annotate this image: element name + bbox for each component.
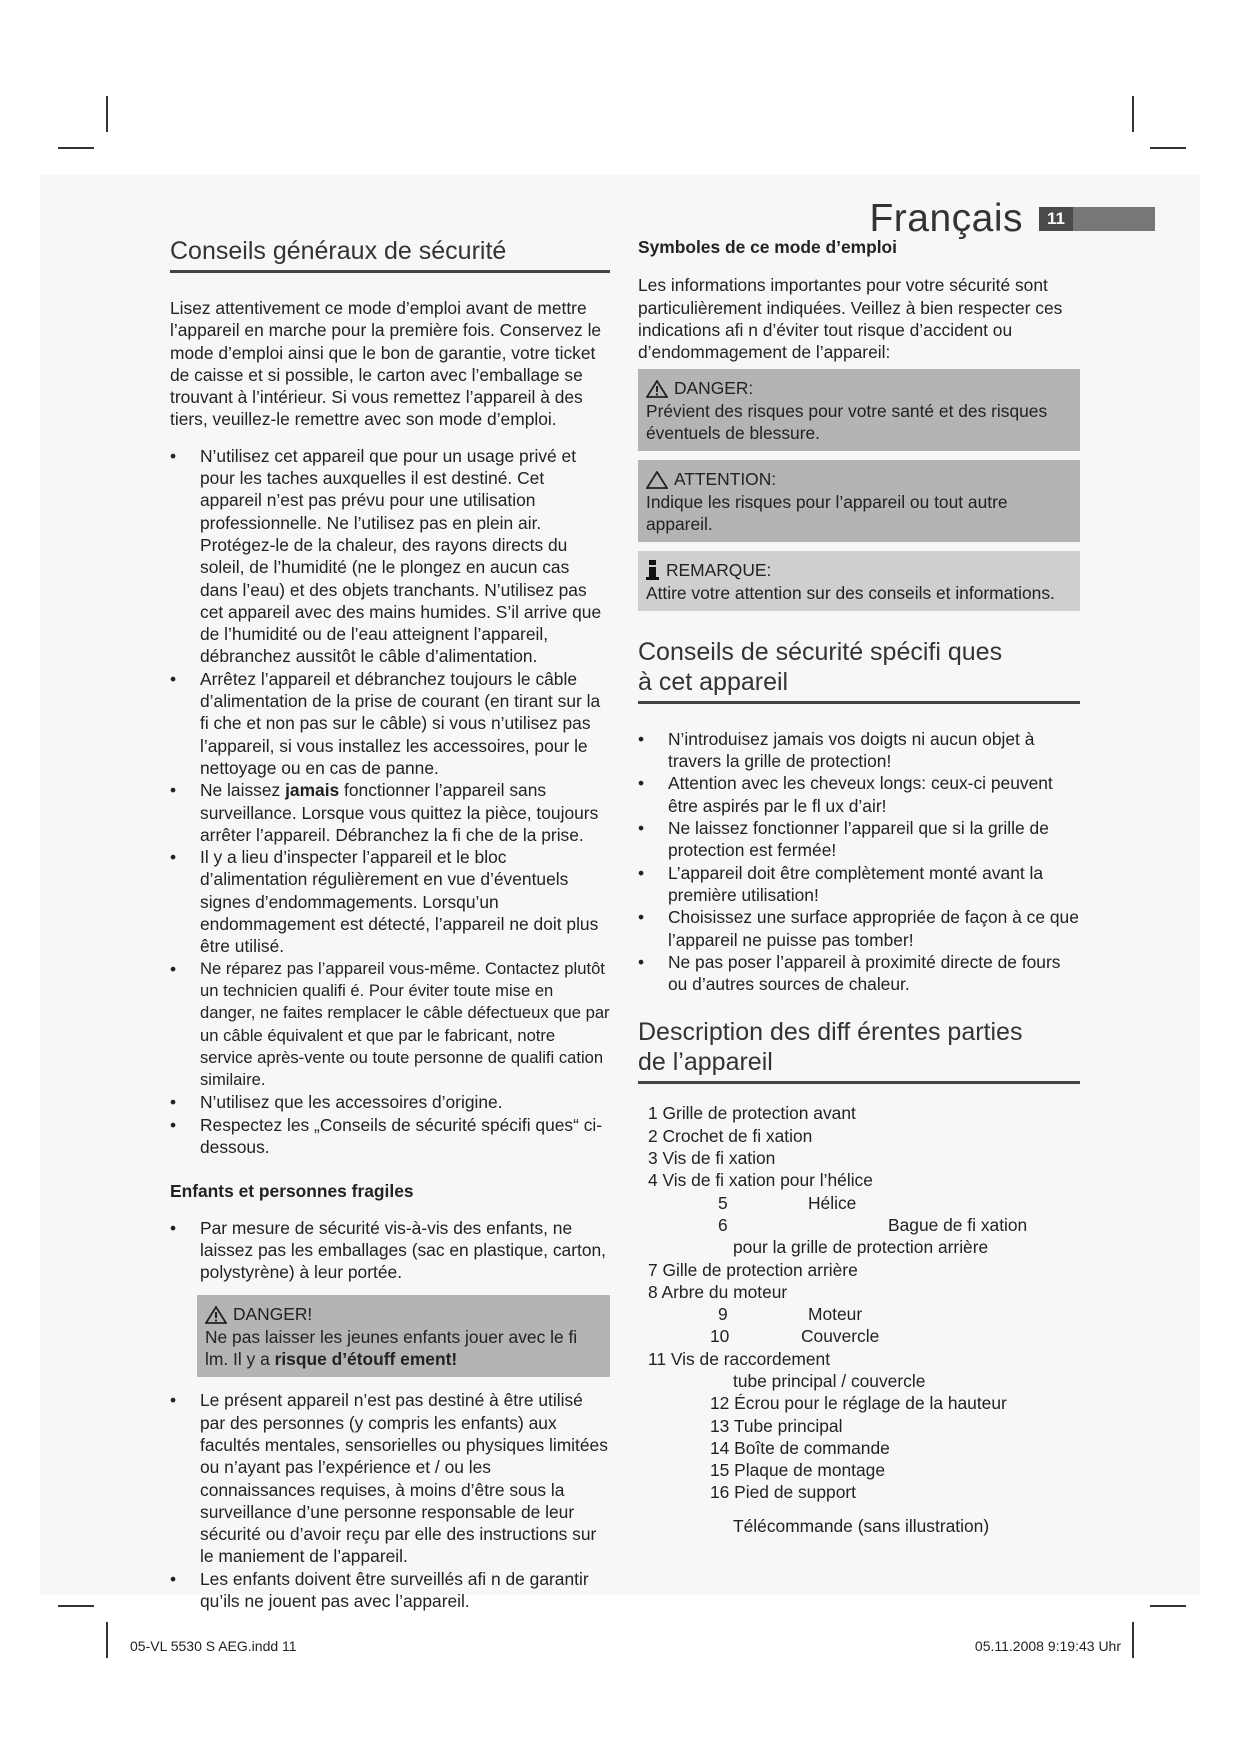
- crop-mark: [1132, 1622, 1134, 1658]
- list-item: • Choisissez une surface appropriée de façon à ce que l’appareil ne puisse pas tomber!: [638, 907, 1079, 950]
- children-list-2: [170, 1389, 610, 1612]
- crop-mark: [106, 1622, 108, 1658]
- danger-symbol-box: DANGER: Prévient des risques pour votre santé et des risques éventuels de blessure.: [638, 369, 1080, 451]
- list-item: • Arrêtez l’appareil et débranchez toujours le câble d’alimentation de la prise de courant (en tirant sur la fi che et non pas sur le câble) si vous n’utilisez pas l’appareil, si vous installez les accessoires, pour le nettoyage ou en cas de panne.: [170, 668, 601, 778]
- language-title: Français: [869, 197, 1024, 240]
- children-list: [170, 1217, 610, 1284]
- list-item: 15 Plaque de montage: [710, 1460, 886, 1481]
- specific-safety-list: [638, 728, 1080, 996]
- list-item: 14 Boîte de commande: [710, 1437, 890, 1458]
- intro-paragraph: Lisez attentivement ce mode d’emploi avant de mettre l’appareil en marche pour la première fois. Conservez le mode d’emploi ainsi que le bon de garantie, votre ticket de caisse et si possible, le carton avec l’emballage se trouvant à l’intérieur. Si vous remettez l’appareil à des tiers, veuillez-le remettre avec son mode d’emploi.: [170, 298, 602, 430]
- crop-mark: [1150, 1605, 1186, 1607]
- list-item: • L’appareil doit être complètement monté avant la première utilisation!: [638, 862, 1044, 905]
- list-item: • Par mesure de sécurité vis-à-vis des enfants, ne laissez pas les emballages (sac en plastique, carton, polystyrène) à leur portée.: [170, 1217, 606, 1283]
- list-item: pour la grille de protection arrière: [733, 1237, 989, 1258]
- list-item: 1 Grille de protection avant: [648, 1103, 856, 1124]
- crop-mark: [1132, 96, 1134, 132]
- danger-box: [197, 1295, 610, 1377]
- list-item: 4 Vis de fi xation pour l’hélice: [648, 1170, 873, 1191]
- specific-safety-heading: Conseils de sécurité spécifi ques à cet appareil: [638, 637, 1080, 704]
- list-item: • Respectez les „Conseils de sécurité spécifi ques“ ci-dessous.: [170, 1114, 603, 1157]
- parts-heading: Description des diff érentes parties de l’appareil: [638, 1017, 1080, 1084]
- note-symbol-box: REMARQUE: Attire votre attention sur des conseils et informations.: [638, 551, 1080, 611]
- list-item: 7 Gille de protection arrière: [648, 1259, 858, 1280]
- list-item: tube principal / couvercle: [733, 1370, 926, 1391]
- attention-triangle-icon: [646, 471, 668, 489]
- general-safety-list: [170, 445, 610, 1159]
- list-item: • Ne pas poser l’appareil à proximité directe de fours ou d’autres sources de chaleur.: [638, 951, 1061, 995]
- warning-triangle-icon: [646, 380, 668, 398]
- attention-symbol-box: ATTENTION: Indique les risques pour l’appareil ou tout autre appareil.: [638, 460, 1080, 542]
- list-item: • Attention avec les cheveux longs: ceux-ci peuvent être aspirés par le fl ux d’air!: [638, 773, 1053, 816]
- list-item: • Ne laissez jamais fonctionner l’appareil sans surveillance. Lorsque vous quittez la pièce, toujours arrêter l’appareil. Débranchez la fi che de la prise.: [170, 780, 599, 845]
- list-item: • Les enfants doivent être surveillés afi n de garantir qu’ils ne jouent pas avec l’appareil.: [170, 1568, 589, 1612]
- list-item: • Ne réparez pas l’appareil vous-même. Contactez plutôt un technicien qualifi é. Pour éviter toute mise en danger, ne faites remplacer le câble défectueux que par un câble équivalent et que par le fabricant, notre service après-vente ou toute personne de qualifi cation similaire.: [170, 958, 610, 1090]
- left-column: [170, 236, 610, 1624]
- list-item: • Ne laissez fonctionner l’appareil que si la grille de protection est fermée!: [638, 818, 1049, 861]
- danger-title: DANGER!: [233, 1304, 313, 1325]
- list-item: • N’utilisez que les accessoires d’origine.: [170, 1092, 503, 1113]
- list-item: Télécommande (sans illustration): [733, 1515, 990, 1536]
- list-item: • N’introduisez jamais vos doigts ni aucun objet à travers la grille de protection!: [638, 728, 1035, 772]
- parts-list: [638, 1102, 1080, 1537]
- footer-file: 05-VL 5530 S AEG.indd 11: [130, 1638, 297, 1654]
- crop-mark: [58, 1605, 94, 1607]
- danger-text: Ne pas laisser les jeunes enfants jouer avec le fi lm. Il y a risque d’étouff ement!: [205, 1326, 578, 1370]
- list-item: • N’utilisez cet appareil que pour un usage privé et pour les taches auxquelles il est destiné. Cet appareil n’est pas prévu pour une utilisation professionnelle. Ne l’utilisez pas en plein air. Protégez-le de la chaleur, des rayons directs du soleil, de l’humidité (ne le plongez en aucun cas dans l’eau) et des objets tranchants. N’utilisez pas cet appareil avec des mains humides. S’il arrive que de l’humidité ou de l’eau atteignent l’appareil, débranchez aussitôt le câble d’alimentation.: [170, 445, 602, 667]
- info-icon: [646, 560, 660, 580]
- list-item: 16 Pied de support: [710, 1482, 856, 1503]
- list-item: 10 Couvercle: [710, 1326, 880, 1347]
- warning-triangle-icon: [205, 1306, 227, 1324]
- list-item: 2 Crochet de fi xation: [648, 1125, 813, 1146]
- list-item: • Il y a lieu d’inspecter l’appareil et le bloc d’alimentation régulièrement en vue d’éventuels signes d’endommagements. Lorsqu’un endommagement est détecté, l’appareil ne doit plus être utilisé.: [170, 847, 599, 957]
- list-item: 8 Arbre du moteur: [648, 1281, 788, 1302]
- footer-date: 05.11.2008 9:19:43 Uhr: [974, 1638, 1121, 1654]
- list-item: 6 Bague de fi xation: [718, 1214, 1028, 1235]
- list-item: 3 Vis de fi xation: [648, 1148, 776, 1169]
- children-heading: Enfants et personnes fragiles: [170, 1181, 414, 1202]
- symbols-intro: Les informations importantes pour votre sécurité sont particulièrement indiquées. Veillez à bien respecter ces indications afi n d’éviter tout risque d’accident ou d’endommagement de l’appareil:: [638, 275, 1063, 363]
- list-item: • Le présent appareil n’est pas destiné à être utilisé par des personnes (y compris les enfants) aux facultés mentales, sensorielles ou physiques limitées ou n’ayant pas l’expérience et / ou les connaissances requises, à moins d’être sous la surveillance d’une personne responsable de leur sécurité ou d’avoir reçu par elle des instructions sur le maniement de l’appareil.: [170, 1390, 608, 1567]
- crop-mark: [1150, 147, 1186, 149]
- list-item: 11 Vis de raccordement: [648, 1348, 831, 1369]
- page-number: 11: [1039, 207, 1073, 231]
- symbols-heading: Symboles de ce mode d’emploi: [638, 237, 897, 257]
- right-column: [638, 236, 1080, 1537]
- list-item: 5 Hélice: [718, 1192, 857, 1213]
- crop-mark: [106, 96, 108, 132]
- list-item: 9 Moteur: [718, 1304, 863, 1325]
- list-item: 13 Tube principal: [710, 1415, 843, 1436]
- crop-mark: [58, 147, 94, 149]
- list-item: 12 Écrou pour le réglage de la hauteur: [710, 1393, 1007, 1414]
- general-safety-heading: Conseils généraux de sécurité: [170, 236, 610, 273]
- header-bar: [1073, 207, 1155, 231]
